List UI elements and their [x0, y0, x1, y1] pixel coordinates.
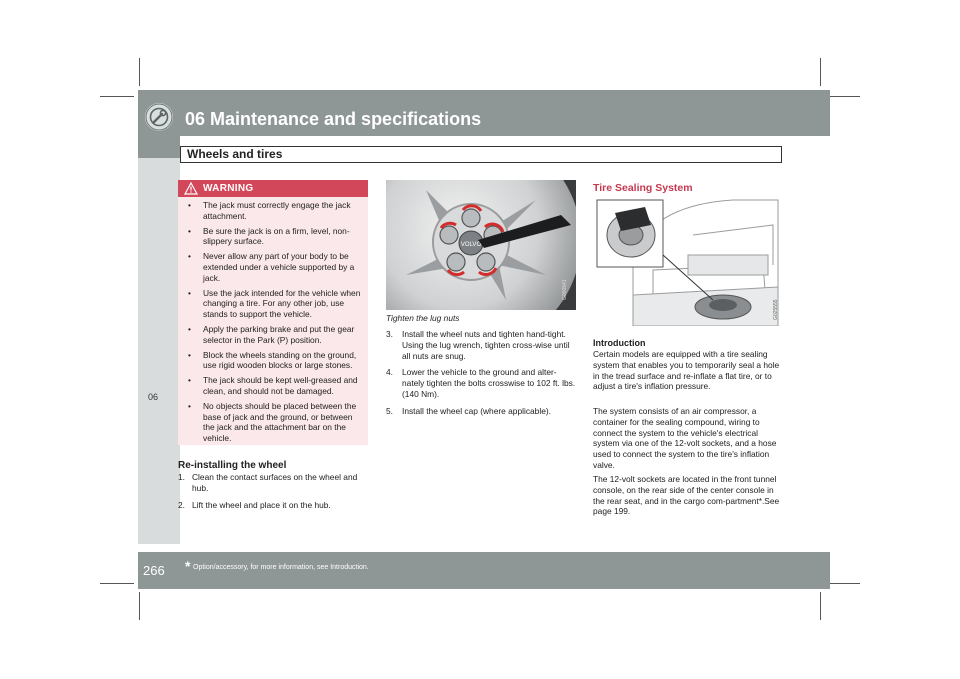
reinstall-heading: Re-installing the wheel	[178, 460, 287, 471]
warning-list	[178, 200, 364, 448]
warning-item	[178, 251, 364, 283]
footnote-star: *	[185, 558, 191, 574]
crop-mark	[820, 592, 821, 620]
step-number: 3.	[386, 329, 393, 339]
bullet: •	[188, 225, 191, 236]
bullet: •	[188, 375, 191, 386]
bullet: •	[188, 200, 191, 210]
step-number: 1.	[178, 472, 185, 482]
warning-item-text: No objects should be placed between the base of jack and the ground, or between the jack and the attachment bar on the vehicle.	[203, 400, 357, 444]
warning-item	[178, 375, 364, 397]
crop-mark	[139, 58, 140, 86]
crop-mark	[826, 583, 860, 584]
warning-item	[178, 350, 364, 372]
crop-mark	[820, 58, 821, 86]
step-number: 4.	[386, 367, 393, 378]
body-paragraph: Certain models are equipped with a tire sealing system that enables you to temporarily seal a hole in the tread surface and re-inflate a flat tire, or to adjust a tire's inflation pressure.	[593, 349, 780, 392]
step-item	[178, 500, 368, 511]
wrench-icon	[145, 103, 173, 131]
crop-mark	[100, 583, 134, 584]
volvo-logo: VOLVO	[460, 242, 482, 248]
crop-mark	[100, 96, 134, 97]
step-text: Lower the vehicle to the ground and alter-nately tighten the bolts crosswise to 102 ft. lbs. (140 Nm).	[402, 367, 576, 399]
warning-item	[178, 324, 364, 346]
warning-item-text: Never allow any part of your body to be extended under a vehicle supported by a jack.	[203, 251, 355, 283]
step-text: Lift the wheel and place it on the hub.	[192, 499, 331, 510]
tire-sealing-title: Tire Sealing System	[593, 182, 693, 194]
warning-item-text: Apply the parking brake and put the gear selector in the Park (P) position.	[203, 323, 355, 345]
step-item	[386, 329, 576, 361]
step-item	[178, 472, 368, 494]
image-code: G000941	[562, 279, 568, 300]
section-title: Wheels and tires	[187, 147, 283, 161]
warning-item	[178, 226, 364, 248]
page-number: 266	[143, 563, 165, 578]
warning-triangle-icon	[184, 182, 198, 195]
warning-item-text: The jack should be kept well-greased and clean, and should not be damaged.	[203, 375, 358, 396]
tighten-steps	[386, 329, 576, 423]
image-code: G025555	[773, 299, 779, 320]
step-text: Install the wheel nuts and tighten hand-tight. Using the lug wrench, tighten cross-wise until all nuts are snug.	[402, 329, 570, 361]
body-paragraph: The 12-volt sockets are located in the front tunnel console, on the rear side of the center console in the rear seat, and in the cargo com-partment*.See page 199.	[593, 474, 780, 517]
side-chapter-number: 06	[148, 392, 159, 402]
bullet: •	[188, 287, 191, 298]
warning-item-text: Use the jack intended for the vehicle when changing a tire. For any other job, use stands to support the vehicle.	[203, 287, 361, 320]
bullet: •	[188, 400, 191, 411]
step-text: Install the wheel cap (where applicable).	[402, 405, 551, 416]
crop-mark	[139, 592, 140, 620]
step-number: 5.	[386, 405, 393, 416]
warning-item-text: Be sure the jack is on a firm, level, non-slippery surface.	[203, 225, 350, 247]
chapter-title: 06 Maintenance and specifications	[185, 109, 482, 129]
warning-item	[178, 288, 364, 320]
warning-item-text: The jack must correctly engage the jack attachment.	[203, 200, 351, 221]
bullet: •	[188, 323, 191, 334]
bullet: •	[188, 349, 191, 360]
warning-item	[178, 200, 364, 222]
warning-title: WARNING	[203, 183, 254, 194]
footnote-text: Option/accessory, for more information, see Introduction.	[193, 564, 369, 571]
bullet: •	[188, 251, 191, 262]
reinstall-steps	[178, 472, 368, 516]
warning-item-text: Block the wheels standing on the ground, use rigid wooden blocks or large stones.	[203, 349, 357, 371]
warning-item	[178, 401, 364, 444]
step-item	[386, 406, 576, 417]
chapter-side-strip	[138, 158, 180, 544]
crop-mark	[826, 96, 860, 97]
image-caption: Tighten the lug nuts	[386, 313, 460, 323]
step-text: Clean the contact surfaces on the wheel and hub.	[192, 472, 358, 493]
wheel-lug-nuts-image	[386, 180, 576, 310]
body-paragraph: The system consists of an air compressor, a container for the sealing compound, wiring to connect the system to the vehicle's electrical system via one of the 12-volt sockets, and a hose used to connect the system to the tire's inflation valve.	[593, 406, 777, 470]
step-number: 2.	[178, 499, 185, 510]
cargo-compartment-image	[593, 195, 783, 326]
introduction-heading: Introduction	[593, 338, 646, 348]
step-item	[386, 367, 576, 399]
